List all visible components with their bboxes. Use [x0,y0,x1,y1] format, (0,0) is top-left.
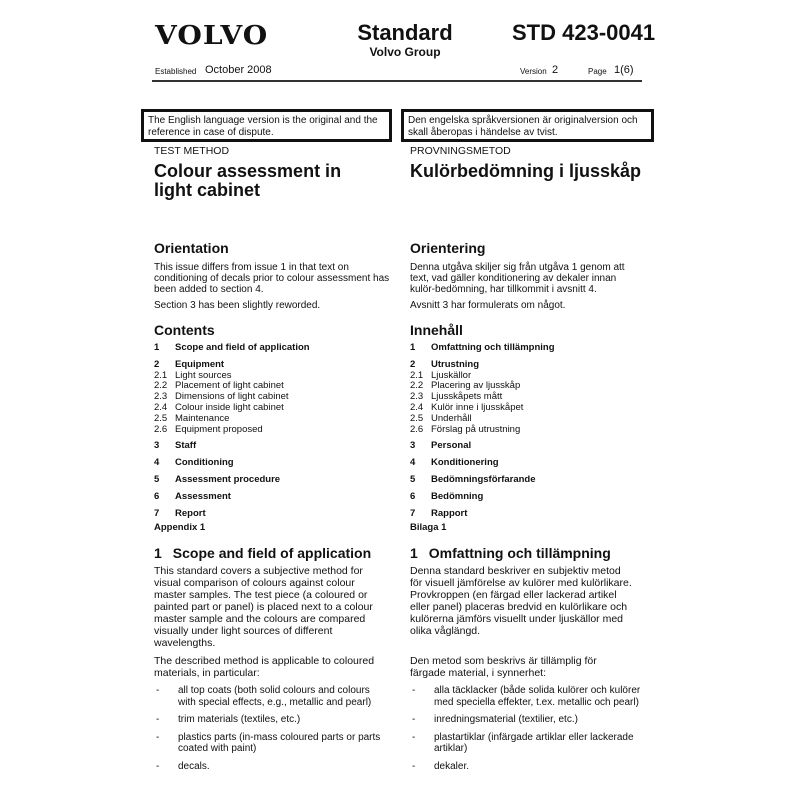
toc-number: 5 [410,473,416,485]
toc-entry[interactable] [154,360,399,371]
document-title [154,162,399,200]
toc-number: 2.3 [410,391,424,403]
toc-title: Placement of light cabinet [175,380,284,392]
toc-entry[interactable] [154,492,399,503]
toc-number: 4 [154,457,160,469]
standard-number: STD 423-0041 [512,20,656,45]
orientation-heading: Orientation [154,240,229,256]
toc-title: Ljusskåpets mått [431,391,503,403]
toc-number: 2 [154,358,160,370]
list-item [410,714,642,726]
orientation-paragraph: This issue differs from issue 1 in that text on conditioning of decals prior to colour assessment has been added to section 4. [154,262,390,295]
english-contents [154,322,399,534]
toc-number: 2.2 [154,380,168,392]
toc-number: 5 [154,473,160,485]
english-section-1 [154,545,399,778]
document-title-line: light cabinet [154,180,261,200]
list-item-text: all top coats (both solid colours and colours with special effects, e.g., metallic and pearl) [178,685,372,708]
document-title-line: Colour assessment in [154,161,342,181]
toc-entry[interactable] [410,343,655,354]
swedish-notice-box: Den engelska språkversionen är originalversion och skall åberopas i händelse av tvist. [401,109,654,142]
list-bullet: - [156,714,160,725]
toc-title: Assessment [175,490,231,502]
materials-list [410,685,642,772]
toc-title: Staff [175,440,197,452]
toc-title: Underhåll [431,412,472,424]
toc-entry[interactable] [154,441,399,452]
toc-entry[interactable] [410,441,655,452]
toc-entry[interactable] [410,492,655,503]
swedish-orientation [410,240,655,311]
list-bullet: - [412,685,416,696]
toc-title: Rapport [431,507,468,519]
table-of-contents [410,343,655,534]
toc-number: 2 [410,358,416,370]
toc-entry[interactable] [154,425,399,436]
english-orientation [154,240,399,311]
toc-title: Maintenance [175,412,230,424]
toc-title: Colour inside light cabinet [175,401,284,413]
toc-entry[interactable] [410,475,655,486]
toc-number: 2.4 [410,401,424,413]
toc-title: Dimensions of light cabinet [175,391,289,403]
toc-number: 2.1 [154,369,168,381]
section-title: Scope and field of application [172,545,372,561]
toc-title: Bedömning [431,490,484,502]
toc-number: 4 [410,457,416,469]
toc-entry[interactable] [410,458,655,469]
swedish-contents [410,322,655,534]
toc-entry[interactable] [154,475,399,486]
volvo-logo: VOLVO [155,21,269,51]
page-label: Page [588,67,607,76]
toc-number: 2.6 [410,423,424,435]
table-of-contents [154,343,399,534]
section-paragraph: The described method is applicable to coloured materials, in particular: [154,655,375,679]
toc-number: 2.6 [154,423,168,435]
standard-title: Standard [357,20,453,45]
toc-entry[interactable] [410,425,655,436]
toc-title: Omfattning och tillämpning [431,342,555,353]
orientation-paragraph: Avsnitt 3 har formulerats om något. [410,300,566,311]
toc-entry[interactable] [410,414,655,425]
toc-number: 1 [154,342,160,353]
section-heading [410,545,655,561]
header-divider [152,80,642,82]
toc-number: 3 [410,440,416,452]
toc-title: Kulör inne i ljusskåpet [431,401,524,413]
section-paragraph: This standard covers a subjective method for visual comparison of colours against colour master samples. The test piece (a coloured or painted part or panel) is placed next to a colour master sample and the colours are compared visually under light sources of different wavelengths. [154,565,373,649]
toc-title: Equipment proposed [175,423,263,435]
toc-number: 2.3 [154,391,168,403]
list-item [154,761,386,773]
toc-title: Ljuskällor [431,369,472,381]
list-item [154,732,386,755]
version-label: Version [520,67,547,76]
toc-number: 1 [410,342,416,353]
list-item [410,761,642,773]
list-bullet: - [412,760,416,772]
toc-title: Conditioning [175,457,234,469]
toc-number: 3 [154,440,160,452]
toc-title: Bedömningsförfarande [431,473,536,485]
list-item-text: plastics parts (in-mass coloured parts or parts coated with paint) [178,731,381,754]
toc-number: 7 [410,507,416,519]
appendix-entry[interactable]: Appendix 1 [154,522,206,534]
toc-entry[interactable] [410,360,655,371]
section-number: 1 [410,545,418,561]
list-item [154,685,386,708]
list-bullet: - [156,760,160,772]
toc-number: 2.4 [154,401,168,413]
toc-title: Equipment [175,358,225,370]
list-bullet: - [156,685,160,696]
materials-list [154,685,386,772]
orientation-paragraph: Denna utgåva skiljer sig från utgåva 1 genom att text, vad gäller konditionering av dekaler innan kulör-bedömning, har tillkommit i avsnitt 4. [410,262,625,295]
version-value: 2 [552,64,559,76]
category-label: TEST METHOD [154,145,230,157]
toc-title: Utrustning [431,358,480,370]
section-paragraph: Denna standard beskriver en subjektiv metod för visuell jämförelse av kulörer med kulörlikare. Provkroppen (en färgad eller lackerad artikel eller panel) placeras bredvid en kulörlikare och kulörerna jämförs visuellt under ljuskällor med olika våglängd. [410,565,632,637]
toc-number: 6 [154,490,160,502]
document-title: Kulörbedömning i ljusskåp [410,161,642,181]
toc-number: 6 [410,490,416,502]
toc-number: 2.2 [410,380,424,392]
list-item-text: decals. [178,760,210,772]
toc-title: Personal [431,440,472,452]
list-bullet: - [412,731,416,743]
toc-number: 2.1 [410,369,424,381]
toc-title: Placering av ljusskåp [431,380,521,392]
toc-title: Förslag på utrustning [431,423,521,435]
contents-heading: Contents [154,322,215,338]
section-number: 1 [154,545,162,561]
page-value: 1(6) [614,64,634,76]
swedish-section-1 [410,545,655,778]
toc-entry[interactable] [154,509,399,520]
toc-number: 2.5 [410,412,424,424]
list-item-text: trim materials (textiles, etc.) [178,714,301,725]
toc-number: 2.5 [154,412,168,424]
toc-entry[interactable] [154,414,399,425]
toc-title: Assessment procedure [175,473,281,485]
section-title: Omfattning och tillämpning [428,545,611,561]
established-label: Established [155,67,197,76]
toc-entry[interactable] [154,343,399,354]
list-item [154,714,386,726]
category-label: PROVNINGSMETOD [410,145,511,157]
section-paragraph: Den metod som beskrivs är tillämplig för färgade material, i synnerhet: [410,655,597,679]
toc-number: 7 [154,507,160,519]
established-value: October 2008 [205,64,272,76]
toc-title: Konditionering [431,457,499,469]
contents-heading: Innehåll [410,322,463,338]
toc-title: Report [175,507,206,519]
swedish-column [410,145,655,181]
toc-entry[interactable] [410,509,655,520]
section-heading [154,545,399,561]
list-item-text: alla täcklacker (både solida kulörer och kulörer med speciella effekter, t.ex. metallic och pearl) [434,685,641,708]
english-notice-box: The English language version is the original and the reference in case of dispute. [141,109,392,142]
list-bullet: - [412,714,416,725]
orientation-heading: Orientering [410,240,486,256]
orientation-paragraph: Section 3 has been slightly reworded. [154,300,321,311]
list-item-text: plastartiklar (infärgade artiklar eller lackerade artiklar) [434,731,634,754]
list-item-text: dekaler. [434,760,470,772]
english-column [154,145,399,200]
toc-title: Light sources [175,369,232,381]
toc-title: Scope and field of application [175,342,310,353]
list-item [410,732,642,755]
list-bullet: - [156,731,160,743]
toc-entry[interactable] [154,458,399,469]
appendix-entry[interactable]: Bilaga 1 [410,522,447,534]
standard-subtitle: Volvo Group [369,45,441,59]
list-item [410,685,642,708]
list-item-text: inredningsmaterial (textilier, etc.) [434,714,578,725]
